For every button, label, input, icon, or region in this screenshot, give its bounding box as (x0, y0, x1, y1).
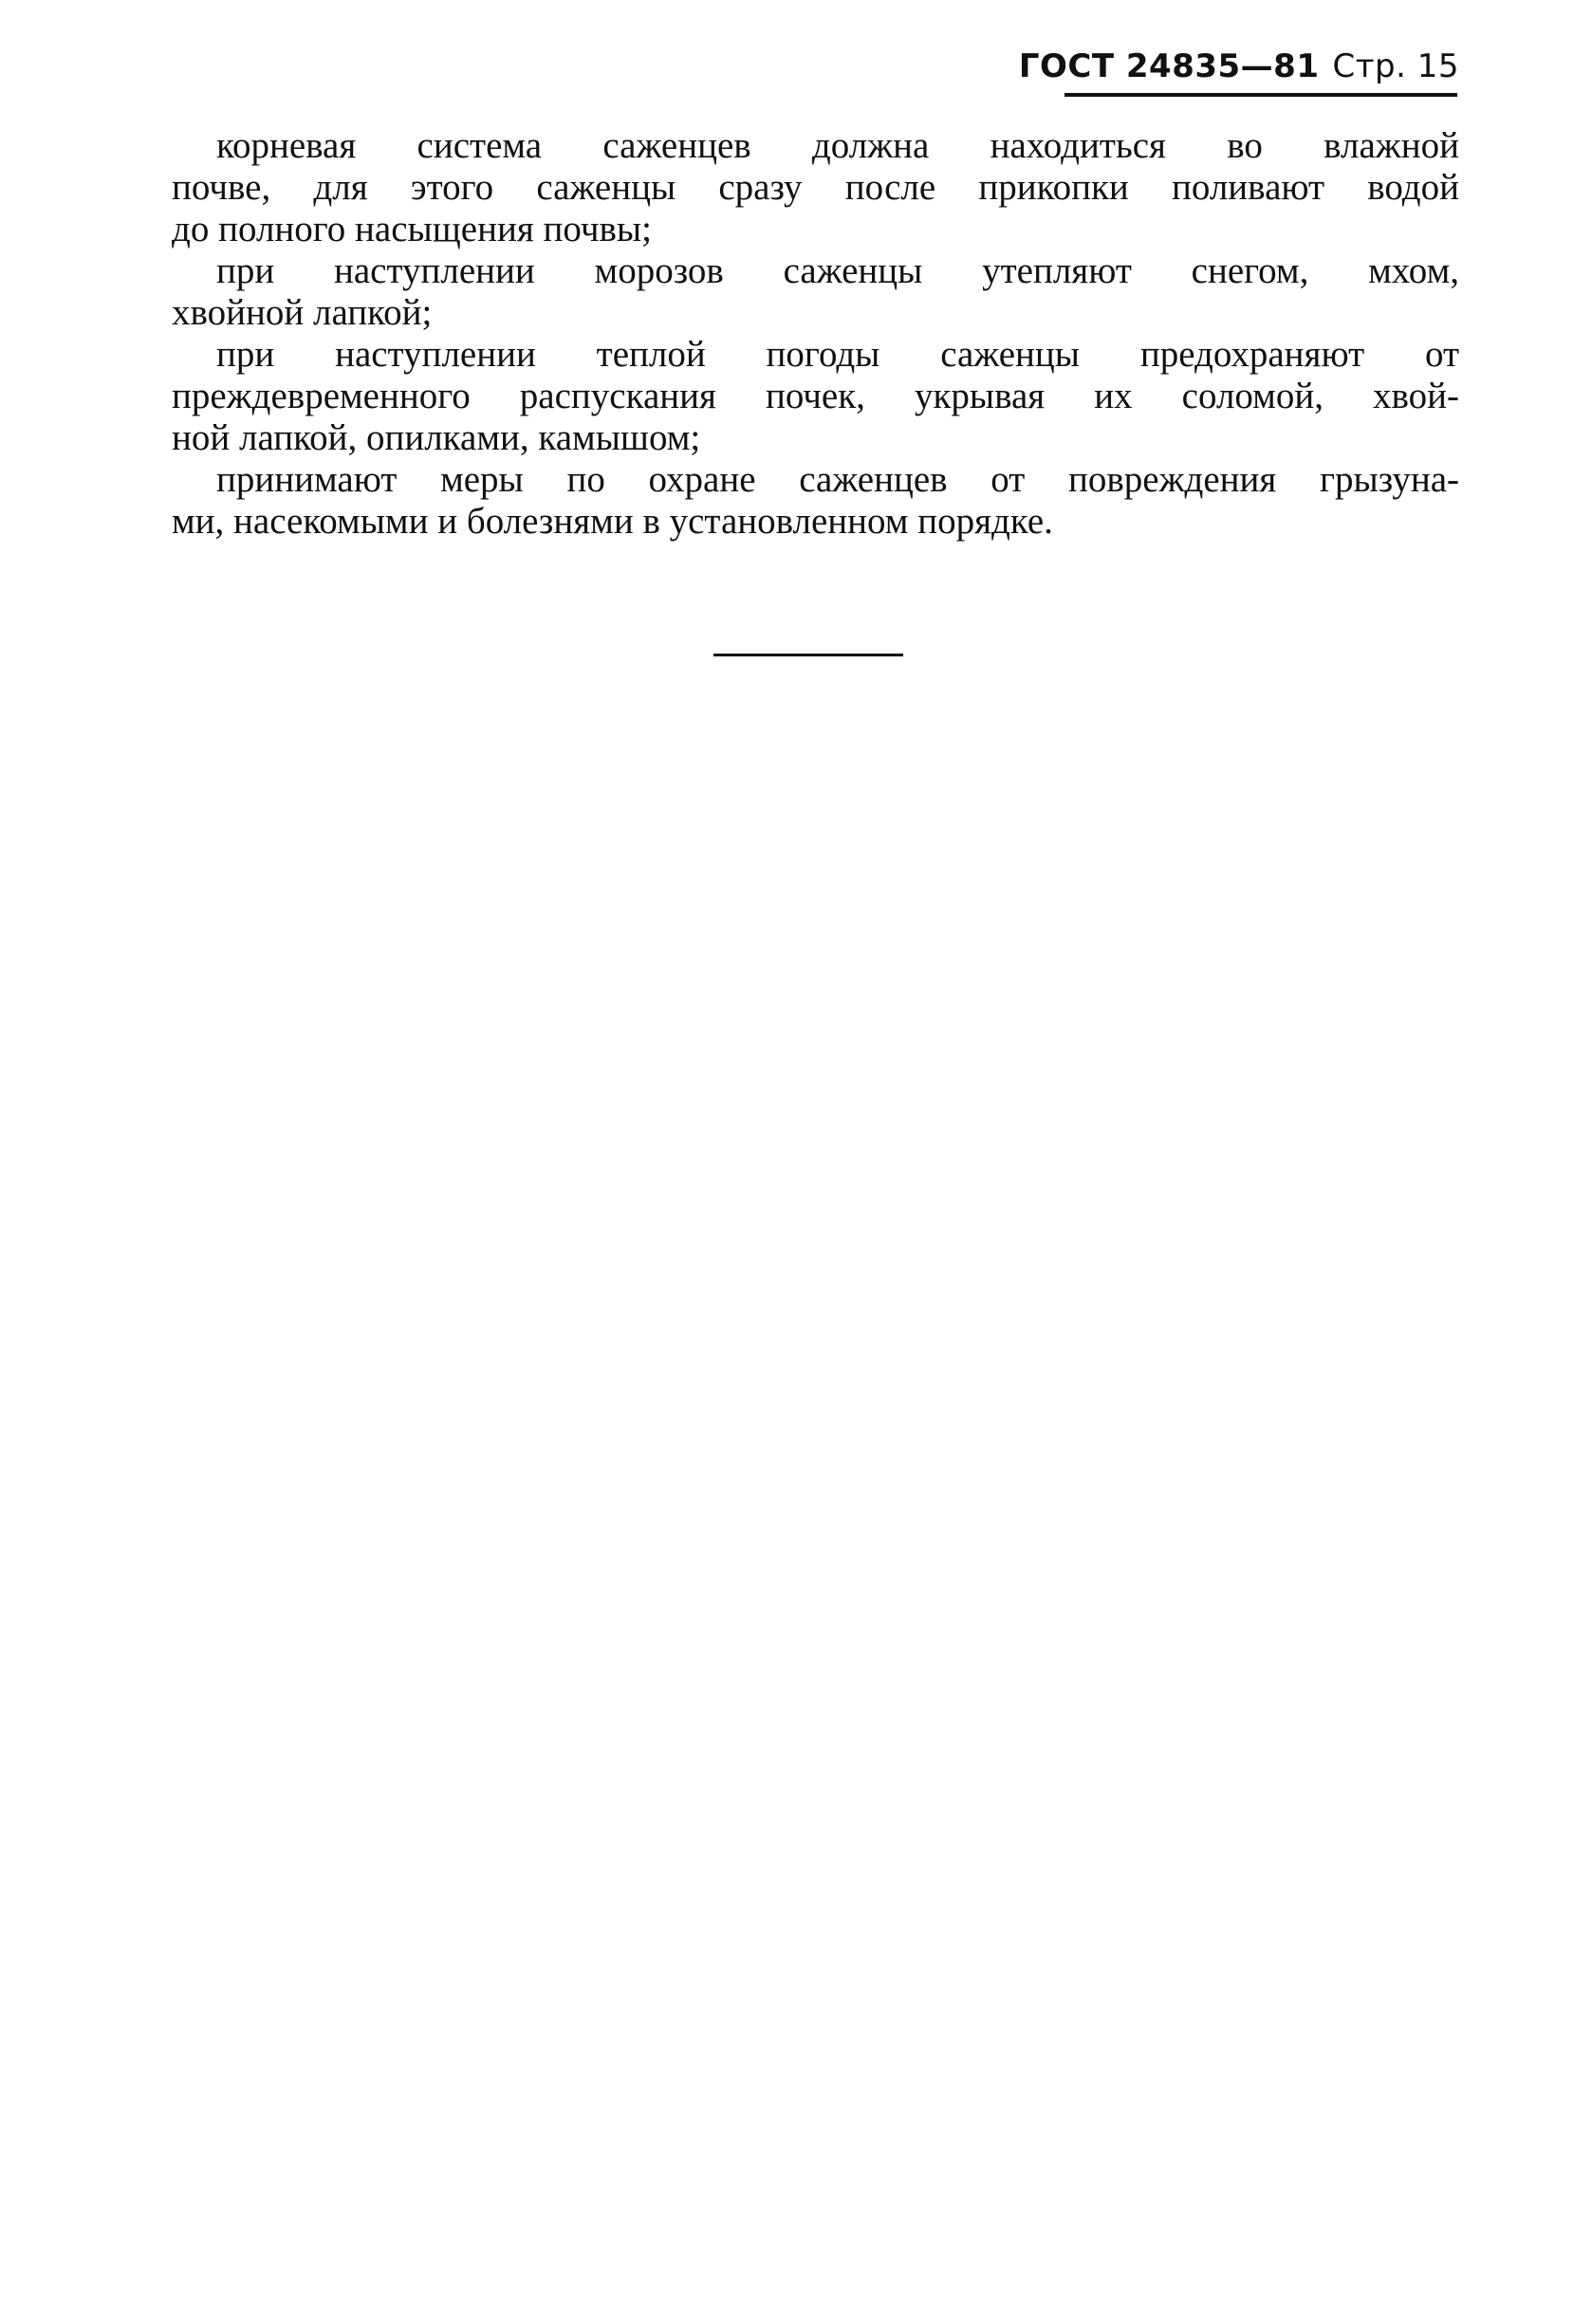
section-end-rule (713, 654, 903, 656)
text-line: хвойной лапкой; (172, 292, 433, 333)
text-line: ной лапкой, опилками, камышом; (172, 417, 701, 458)
text-line: преждевременного распускания почек, укрывая их соломой, хвой- (172, 376, 1459, 416)
page-header (1019, 47, 1459, 85)
standard-code: ГОСТ 24835—81 (1018, 47, 1320, 85)
header-rule (1064, 93, 1457, 97)
text-line: ми, насекомыми и болезнями в установленном порядке. (172, 501, 1053, 542)
text-line: до полного насыщения почвы; (172, 209, 652, 249)
text-line: при наступлении морозов саженцы утепляют снегом, мхом, (216, 250, 1459, 291)
body-text (172, 125, 1459, 543)
text-line: принимают меры по охране саженцев от повреждения грызуна- (216, 459, 1459, 500)
page-number: Стр. 15 (1332, 47, 1459, 85)
text-line: корневая система саженцев должна находиться во влажной (216, 125, 1459, 166)
text-line: при наступлении теплой погоды саженцы предохраняют от (216, 334, 1459, 375)
text-line: почве, для этого саженцы сразу после прикопки поливают водой (172, 167, 1459, 208)
